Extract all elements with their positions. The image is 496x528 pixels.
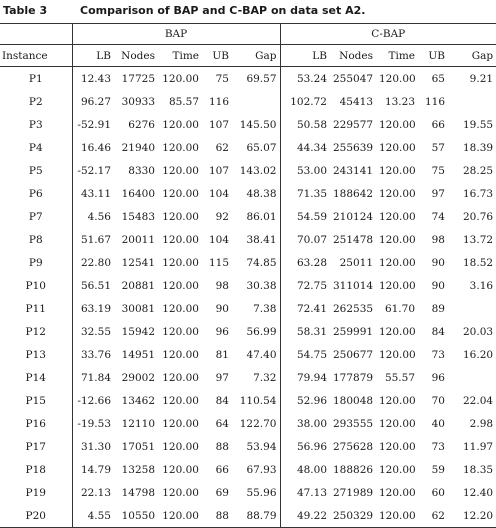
cbap-ub-cell: 116 [424, 95, 445, 108]
bap-time-cell: 120.00 [162, 233, 199, 246]
table-row [0, 274, 496, 297]
cbap-nodes-cell: 250677 [333, 348, 374, 361]
bap-time-cell: 120.00 [162, 118, 199, 131]
bap-time-cell: 120.00 [162, 348, 199, 361]
instance-cell: P1 [0, 67, 72, 91]
cbap-time-cell: 120.00 [379, 256, 416, 269]
cbap-nodes-cell: 255639 [333, 141, 374, 154]
cbap-ub-cell: 90 [431, 256, 445, 269]
cbap-lb-cell: 72.41 [296, 302, 327, 315]
cbap-nodes-cell: 311014 [333, 279, 374, 292]
cbap-ub-cell: 70 [431, 394, 445, 407]
bap-gap-cell: 47.40 [232, 343, 280, 366]
cbap-ub-cell: 60 [431, 486, 445, 499]
bap-ub-cell: 88 [215, 440, 229, 453]
instance-cell: P17 [0, 435, 72, 458]
cbap-time-cell: 120.00 [379, 164, 416, 177]
bap-ub-cell: 104 [208, 187, 229, 200]
cbap-nodes-cell: 188642 [333, 187, 374, 200]
bap-lb-cell: 32.55 [80, 325, 111, 338]
cbap-lb-cell: 72.75 [296, 279, 327, 292]
cbap-ub-cell: 97 [431, 187, 445, 200]
bap-ub-cell: 75 [215, 72, 229, 85]
cbap-lb-cell: 56.96 [296, 440, 327, 453]
cbap-lb-cell: 47.13 [296, 486, 327, 499]
cbap-lb-cell: 58.31 [296, 325, 327, 338]
bap-gap-cell: 88.79 [232, 504, 280, 528]
col-header-time: Time [376, 45, 418, 67]
cbap-ub-cell: 62 [418, 504, 448, 528]
cbap-lb-cell: 63.28 [296, 256, 327, 269]
cbap-gap-cell: 28.25 [463, 164, 494, 177]
bap-gap-cell: 110.54 [232, 389, 280, 412]
bap-lb-cell: 31.30 [80, 440, 111, 453]
cbap-gap-cell: 20.03 [463, 325, 494, 338]
table-row [0, 182, 496, 205]
bap-ub-cell: 66 [215, 463, 229, 476]
cbap-gap-cell [448, 90, 496, 113]
bap-nodes-cell: 15483 [121, 210, 155, 223]
bap-gap-cell: 48.38 [232, 182, 280, 205]
bap-lb-cell: 4.55 [72, 504, 114, 528]
cbap-nodes-cell: 45413 [339, 95, 373, 108]
instance-cell: P9 [0, 251, 72, 274]
bap-ub-cell: 90 [215, 302, 229, 315]
instance-cell: P10 [0, 274, 72, 297]
cbap-nodes-cell: 275628 [333, 440, 374, 453]
table-row [0, 159, 496, 182]
bap-nodes-cell: 6276 [128, 118, 155, 131]
cbap-nodes-cell: 259991 [333, 325, 374, 338]
bap-ub-cell: 92 [215, 210, 229, 223]
bap-ub-cell: 97 [215, 371, 229, 384]
cbap-lb-cell: 53.00 [296, 164, 327, 177]
cbap-time-cell: 120.00 [379, 325, 416, 338]
cbap-ub-cell: 84 [431, 325, 445, 338]
bap-ub-cell: 81 [215, 348, 229, 361]
table-row [0, 136, 496, 159]
cbap-ub-cell: 90 [431, 279, 445, 292]
bap-lb-cell: 16.46 [80, 141, 111, 154]
bap-gap-cell: 143.02 [232, 159, 280, 182]
cbap-time-cell: 120.00 [379, 440, 416, 453]
table-title: Comparison of BAP and C-BAP on data set A2. [80, 4, 366, 17]
bap-ub-cell: 115 [208, 256, 229, 269]
bap-ub-cell: 107 [208, 164, 229, 177]
bap-nodes-cell: 14951 [121, 348, 155, 361]
cbap-gap-cell [448, 366, 496, 389]
table-body [0, 67, 496, 528]
col-header-gap: Gap [232, 45, 280, 67]
bap-gap-cell [232, 90, 280, 113]
col-header-lb: LB [280, 45, 330, 67]
cbap-gap-cell: 11.97 [463, 440, 494, 453]
cbap-gap-cell: 18.35 [463, 463, 494, 476]
cbap-lb-cell: 54.59 [296, 210, 327, 223]
bap-nodes-cell: 8330 [128, 164, 155, 177]
bap-time-cell: 120.00 [162, 417, 199, 430]
table-row [0, 251, 496, 274]
bap-gap-cell: 122.70 [232, 412, 280, 435]
bap-lb-cell: 51.67 [80, 233, 111, 246]
bap-time-cell: 120.00 [162, 440, 199, 453]
cbap-nodes-cell: 177879 [333, 371, 374, 384]
bap-lb-cell: 71.84 [80, 371, 111, 384]
cbap-time-cell: 120.00 [376, 504, 418, 528]
cbap-gap-cell: 3.16 [469, 279, 494, 292]
bap-nodes-cell: 29002 [121, 371, 155, 384]
cbap-lb-cell: 38.00 [296, 417, 327, 430]
bap-nodes-cell: 30933 [121, 95, 155, 108]
table-row [0, 504, 496, 528]
cbap-ub-cell: 73 [431, 348, 445, 361]
bap-nodes-cell: 13258 [121, 463, 155, 476]
cbap-gap-cell: 2.98 [469, 417, 494, 430]
col-header-lb: LB [72, 45, 114, 67]
instance-cell: P13 [0, 343, 72, 366]
cbap-ub-cell: 74 [431, 210, 445, 223]
bap-nodes-cell: 14798 [121, 486, 155, 499]
instance-cell: P2 [0, 90, 72, 113]
cbap-time-cell: 120.00 [379, 279, 416, 292]
table-row [0, 389, 496, 412]
bap-lb-cell: 12.43 [80, 72, 111, 85]
cbap-time-cell: 120.00 [379, 72, 416, 85]
instance-cell: P7 [0, 205, 72, 228]
cbap-lb-cell: 79.94 [296, 371, 327, 384]
cbap-nodes-cell: 243141 [333, 164, 374, 177]
cbap-ub-cell: 59 [431, 463, 445, 476]
cbap-ub-cell: 89 [431, 302, 445, 315]
bap-lb-cell: -52.91 [77, 118, 111, 131]
bap-time-cell: 120.00 [162, 187, 199, 200]
bap-lb-cell: 56.51 [80, 279, 111, 292]
bap-time-cell: 120.00 [162, 164, 199, 177]
bap-gap-cell: 65.07 [232, 136, 280, 159]
bap-nodes-cell: 20881 [121, 279, 155, 292]
bap-gap-cell: 69.57 [232, 67, 280, 91]
table-row [0, 113, 496, 136]
table-row [0, 297, 496, 320]
bap-nodes-cell: 21940 [121, 141, 155, 154]
cbap-lb-cell: 49.22 [280, 504, 330, 528]
bap-ub-cell: 104 [208, 233, 229, 246]
cbap-nodes-cell: 188826 [333, 463, 374, 476]
bap-time-cell: 120.00 [162, 394, 199, 407]
cbap-gap-cell: 12.20 [448, 504, 496, 528]
instance-cell: P11 [0, 297, 72, 320]
cbap-nodes-cell: 180048 [333, 394, 374, 407]
cbap-gap-cell: 22.04 [463, 394, 494, 407]
cbap-time-cell: 120.00 [379, 210, 416, 223]
cbap-time-cell: 13.23 [384, 95, 415, 108]
cbap-lb-cell: 44.34 [296, 141, 327, 154]
instance-cell: P5 [0, 159, 72, 182]
cbap-time-cell: 120.00 [379, 187, 416, 200]
cbap-nodes-cell: 293555 [333, 417, 374, 430]
group-header-row [0, 24, 496, 45]
cbap-time-cell: 120.00 [379, 348, 416, 361]
cbap-lb-cell: 102.72 [290, 95, 327, 108]
cbap-gap-cell: 9.21 [469, 72, 494, 85]
cbap-nodes-cell: 251478 [333, 233, 374, 246]
table-row [0, 435, 496, 458]
instance-cell: P18 [0, 458, 72, 481]
comparison-table [0, 23, 496, 528]
bap-lb-cell: 33.76 [80, 348, 111, 361]
bap-gap-cell: 7.32 [232, 366, 280, 389]
column-header-row [0, 45, 496, 67]
cbap-gap-cell: 19.55 [463, 118, 494, 131]
bap-lb-cell: -52.17 [77, 164, 111, 177]
cbap-gap-cell: 18.39 [463, 141, 494, 154]
cbap-lb-cell: 50.58 [296, 118, 327, 131]
cbap-nodes-cell: 255047 [333, 72, 374, 85]
cbap-time-cell: 120.00 [379, 233, 416, 246]
bap-lb-cell: 22.80 [80, 256, 111, 269]
cbap-nodes-cell: 25011 [339, 256, 373, 269]
cbap-lb-cell: 48.00 [296, 463, 327, 476]
table-row [0, 228, 496, 251]
instance-cell: P4 [0, 136, 72, 159]
bap-time-cell: 120.00 [162, 463, 199, 476]
bap-lb-cell: 96.27 [80, 95, 111, 108]
instance-cell: P12 [0, 320, 72, 343]
bap-gap-cell: 53.94 [232, 435, 280, 458]
bap-gap-cell: 145.50 [232, 113, 280, 136]
cbap-time-cell: 61.70 [384, 302, 415, 315]
bap-lb-cell: -19.53 [77, 417, 111, 430]
cbap-nodes-cell: 250329 [330, 504, 376, 528]
bap-gap-cell: 38.41 [232, 228, 280, 251]
bap-lb-cell: 63.19 [80, 302, 111, 315]
bap-ub-cell: 107 [208, 118, 229, 131]
table-caption [3, 3, 365, 19]
cbap-gap-cell: 20.76 [463, 210, 494, 223]
bap-nodes-cell: 15942 [121, 325, 155, 338]
table-row [0, 412, 496, 435]
bap-ub-cell: 116 [208, 95, 229, 108]
instance-cell: P6 [0, 182, 72, 205]
table-row [0, 320, 496, 343]
bap-lb-cell: -12.66 [77, 394, 111, 407]
bap-nodes-cell: 17725 [121, 72, 155, 85]
bap-time-cell: 120.00 [162, 279, 199, 292]
bap-nodes-cell: 30081 [121, 302, 155, 315]
table-row [0, 90, 496, 113]
cbap-ub-cell: 73 [431, 440, 445, 453]
cbap-time-cell: 120.00 [379, 141, 416, 154]
instance-cell: P15 [0, 389, 72, 412]
bap-time-cell: 120.00 [162, 302, 199, 315]
instance-cell: P3 [0, 113, 72, 136]
bap-gap-cell: 30.38 [232, 274, 280, 297]
table-row [0, 458, 496, 481]
bap-nodes-cell: 16400 [121, 187, 155, 200]
bap-ub-cell: 69 [215, 486, 229, 499]
col-header-ub: UB [418, 45, 448, 67]
col-header-ub: UB [202, 45, 232, 67]
cbap-gap-cell: 12.40 [463, 486, 494, 499]
table-row [0, 366, 496, 389]
cbap-nodes-cell: 210124 [333, 210, 374, 223]
bap-time-cell: 120.00 [162, 371, 199, 384]
bap-gap-cell: 7.38 [232, 297, 280, 320]
bap-ub-cell: 62 [215, 141, 229, 154]
cbap-gap-cell: 18.52 [463, 256, 494, 269]
cbap-ub-cell: 57 [431, 141, 445, 154]
bap-time-cell: 120.00 [162, 256, 199, 269]
group-header-cbap: C-BAP [280, 24, 496, 45]
cbap-time-cell: 120.00 [379, 394, 416, 407]
bap-nodes-cell: 12541 [121, 256, 155, 269]
cbap-ub-cell: 75 [431, 164, 445, 177]
cbap-time-cell: 120.00 [379, 417, 416, 430]
bap-lb-cell: 14.79 [80, 463, 111, 476]
table-number: Table 3 [3, 4, 48, 17]
bap-ub-cell: 84 [215, 394, 229, 407]
col-header-instance: Instance [0, 45, 72, 67]
bap-ub-cell: 64 [215, 417, 229, 430]
cbap-lb-cell: 53.24 [296, 72, 327, 85]
col-header-gap: Gap [448, 45, 496, 67]
bap-nodes-cell: 13462 [121, 394, 155, 407]
table-row [0, 481, 496, 504]
instance-cell: P8 [0, 228, 72, 251]
cbap-lb-cell: 52.96 [296, 394, 327, 407]
bap-gap-cell: 86.01 [232, 205, 280, 228]
table-row [0, 343, 496, 366]
group-header-blank [0, 24, 72, 45]
cbap-lb-cell: 70.07 [296, 233, 327, 246]
bap-ub-cell: 88 [202, 504, 232, 528]
bap-ub-cell: 96 [215, 325, 229, 338]
bap-gap-cell: 55.96 [232, 481, 280, 504]
instance-cell: P19 [0, 481, 72, 504]
table-row [0, 67, 496, 91]
bap-nodes-cell: 10550 [114, 504, 158, 528]
instance-cell: P14 [0, 366, 72, 389]
bap-gap-cell: 67.93 [232, 458, 280, 481]
bap-time-cell: 120.00 [162, 325, 199, 338]
cbap-time-cell: 120.00 [379, 118, 416, 131]
bap-gap-cell: 56.99 [232, 320, 280, 343]
cbap-gap-cell: 16.20 [463, 348, 494, 361]
cbap-lb-cell: 71.35 [296, 187, 327, 200]
cbap-time-cell: 120.00 [379, 486, 416, 499]
bap-lb-cell: 22.13 [80, 486, 111, 499]
col-header-nodes: Nodes [114, 45, 158, 67]
bap-time-cell: 85.57 [168, 95, 199, 108]
group-header-bap: BAP [72, 24, 280, 45]
cbap-ub-cell: 65 [431, 72, 445, 85]
bap-gap-cell: 74.85 [232, 251, 280, 274]
cbap-ub-cell: 96 [431, 371, 445, 384]
cbap-nodes-cell: 262535 [333, 302, 374, 315]
cbap-lb-cell: 54.75 [296, 348, 327, 361]
cbap-ub-cell: 98 [431, 233, 445, 246]
col-header-nodes: Nodes [330, 45, 376, 67]
bap-ub-cell: 98 [215, 279, 229, 292]
cbap-gap-cell: 16.73 [463, 187, 494, 200]
cbap-ub-cell: 40 [431, 417, 445, 430]
col-header-time: Time [158, 45, 202, 67]
bap-nodes-cell: 12110 [121, 417, 155, 430]
bap-time-cell: 120.00 [162, 486, 199, 499]
bap-time-cell: 120.00 [162, 210, 199, 223]
bap-time-cell: 120.00 [158, 504, 202, 528]
cbap-nodes-cell: 271989 [333, 486, 374, 499]
instance-cell: P16 [0, 412, 72, 435]
bap-nodes-cell: 20011 [121, 233, 155, 246]
bap-time-cell: 120.00 [162, 141, 199, 154]
cbap-time-cell: 120.00 [379, 463, 416, 476]
cbap-time-cell: 55.57 [384, 371, 415, 384]
instance-cell: P20 [0, 504, 72, 528]
table-row [0, 205, 496, 228]
bap-nodes-cell: 17051 [121, 440, 155, 453]
bap-time-cell: 120.00 [162, 72, 199, 85]
cbap-gap-cell [448, 297, 496, 320]
bap-lb-cell: 43.11 [80, 187, 111, 200]
bap-lb-cell: 4.56 [87, 210, 111, 223]
cbap-nodes-cell: 229577 [333, 118, 374, 131]
cbap-gap-cell: 13.72 [463, 233, 494, 246]
cbap-ub-cell: 66 [431, 118, 445, 131]
